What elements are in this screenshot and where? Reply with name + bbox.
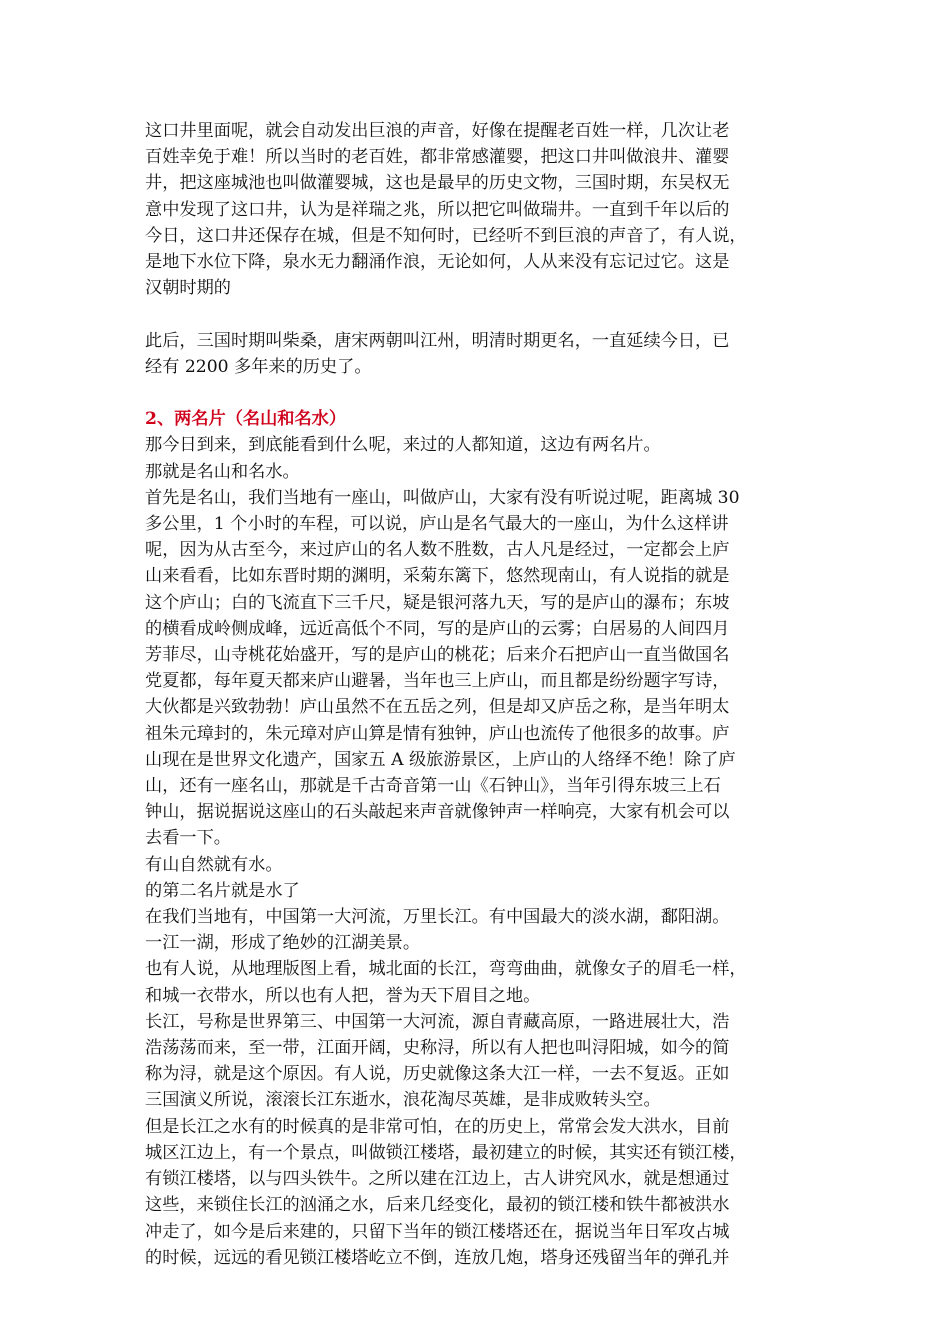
text-line: 的时候，远远的看见锁江楼塔屹立不倒，连放几炮，塔身还残留当年的弹孔并 xyxy=(145,1247,730,1268)
text-line: 和城一衣带水，所以也有人把，誉为天下眉目之地。 xyxy=(145,985,541,1006)
text-line: 首先是名山，我们当地有一座山，叫做庐山，大家有没有听说过呢，距离城 30 xyxy=(145,487,740,508)
text-line: 但是长江之水有的时候真的是非常可怕，在的历史上，常常会发大洪水，目前 xyxy=(145,1116,730,1137)
text-line: 这个庐山；白的飞流直下三千尺，疑是银河落九天，写的是庐山的瀑布；东坡 xyxy=(145,592,730,613)
text-line: 去看一下。 xyxy=(145,828,231,849)
document-page xyxy=(145,118,810,1271)
text-line: 党夏都，每年夏天都来庐山避暑，当年也三上庐山，而且都是纷纷题字写诗， xyxy=(145,671,730,692)
text-line: 百姓幸免于难！所以当时的老百姓，都非常感灌婴，把这口井叫做浪井、灌婴 xyxy=(145,147,730,168)
text-line: 山，还有一座名山，那就是千古奇音第一山《石钟山》，当年引得东坡三上石 xyxy=(145,776,721,797)
text-line: 是地下水位下降，泉水无力翻涌作浪，无论如何，人从来没有忘记过它。这是 xyxy=(145,252,730,273)
paragraph-gap xyxy=(145,301,810,327)
text-line: 也有人说，从地理版图上看，城北面的长江，弯弯曲曲，就像女子的眉毛一样， xyxy=(145,959,747,980)
text-line: 大伙都是兴致勃勃！庐山虽然不在五岳之列，但是却又庐岳之称，是当年明太 xyxy=(145,697,730,718)
text-line: 冲走了，如今是后来建的，只留下当年的锁江楼塔还在，据说当年日军攻占城 xyxy=(145,1221,730,1242)
text-line: 那今日到来，到底能看到什么呢，来过的人都知道，这边有两名片。 xyxy=(145,435,661,456)
text-line: 这口井里面呢，就会自动发出巨浪的声音，好像在提醒老百姓一样，几次让老 xyxy=(145,121,730,141)
text-line: 这些，来锁住长江的汹涌之水，后来几经变化，最初的锁江楼和铁牛都被洪水 xyxy=(145,1195,730,1216)
text-line: 祖朱元璋封的，朱元璋对庐山算是情有独钟，庐山也流传了他很多的故事。庐 xyxy=(145,723,730,744)
text-line: 的横看成岭侧成峰，远近高低个不同，写的是庐山的云雾；白居易的人间四月 xyxy=(145,618,730,639)
text-line: 在我们当地有，中国第一大河流，万里长江。有中国最大的淡水湖，鄱阳湖。 xyxy=(145,907,730,928)
text-line: 有山自然就有水。 xyxy=(145,854,283,875)
text-line: 城区江边上，有一个景点，叫做锁江楼塔，最初建立的时候，其实还有锁江楼， xyxy=(145,1142,747,1163)
section-heading: 2、两名片（名山和名水） xyxy=(145,409,347,430)
text-line: 经有 2200 多年来的历史了。 xyxy=(145,356,372,377)
text-line: 一江一湖，形成了绝妙的江湖美景。 xyxy=(145,933,421,954)
paragraph-well-story xyxy=(145,118,810,301)
text-line: 有锁江楼塔，以与四头铁牛。之所以建在江边上，古人讲究风水，就是想通过 xyxy=(145,1169,730,1190)
section-body xyxy=(145,432,810,1271)
text-line: 浩荡荡而来，至一带，江面开阔，史称浔，所以有人把也叫浔阳城，如今的简 xyxy=(145,1038,730,1059)
text-line: 称为浔，就是这个原因。有人说，历史就像这条大江一样，一去不复返。正如 xyxy=(145,1064,730,1085)
text-line: 长江，号称是世界第三、中国第一大河流，源自青藏高原，一路进展壮大，浩 xyxy=(145,1011,730,1032)
text-line: 呢，因为从古至今，来过庐山的名人数不胜数，古人凡是经过，一定都会上庐 xyxy=(145,540,730,561)
text-line: 此后，三国时期叫柴桑，唐宋两朝叫江州，明清时期更名，一直延续今日，已 xyxy=(145,330,730,351)
text-line: 今日，这口井还保存在城，但是不知何时，已经听不到巨浪的声音了，有人说， xyxy=(145,225,747,246)
text-line: 意中发现了这口井，认为是祥瑞之兆，所以把它叫做瑞井。一直到千年以后的 xyxy=(145,199,730,220)
text-line: 芳菲尽，山寺桃花始盛开，写的是庐山的桃花；后来介石把庐山一直当做国名 xyxy=(145,645,730,666)
text-line: 那就是名山和名水。 xyxy=(145,461,300,482)
text-line: 山现在是世界文化遗产，国家五 A 级旅游景区，上庐山的人络绎不绝！除了庐 xyxy=(145,749,736,770)
text-line: 三国演义所说，滚滚长江东逝水，浪花淘尽英雄，是非成败转头空。 xyxy=(145,1090,661,1111)
text-line: 井，把这座城池也叫做灌婴城，这也是最早的历史文物，三国时期，东吴权无 xyxy=(145,173,730,194)
paragraph-gap xyxy=(145,380,810,406)
paragraph-history xyxy=(145,328,810,380)
text-line: 钟山，据说据说这座山的石头敲起来声音就像钟声一样响亮，大家有机会可以 xyxy=(145,802,730,823)
text-line: 山来看看，比如东晋时期的渊明，采菊东篱下，悠然现南山，有人说指的就是 xyxy=(145,566,730,587)
text-line: 多公里，1 个小时的车程，可以说，庐山是名气最大的一座山，为什么这样讲 xyxy=(145,514,729,535)
text-line: 的第二名片就是水了 xyxy=(145,880,300,901)
text-line: 汉朝时期的 xyxy=(145,278,231,299)
